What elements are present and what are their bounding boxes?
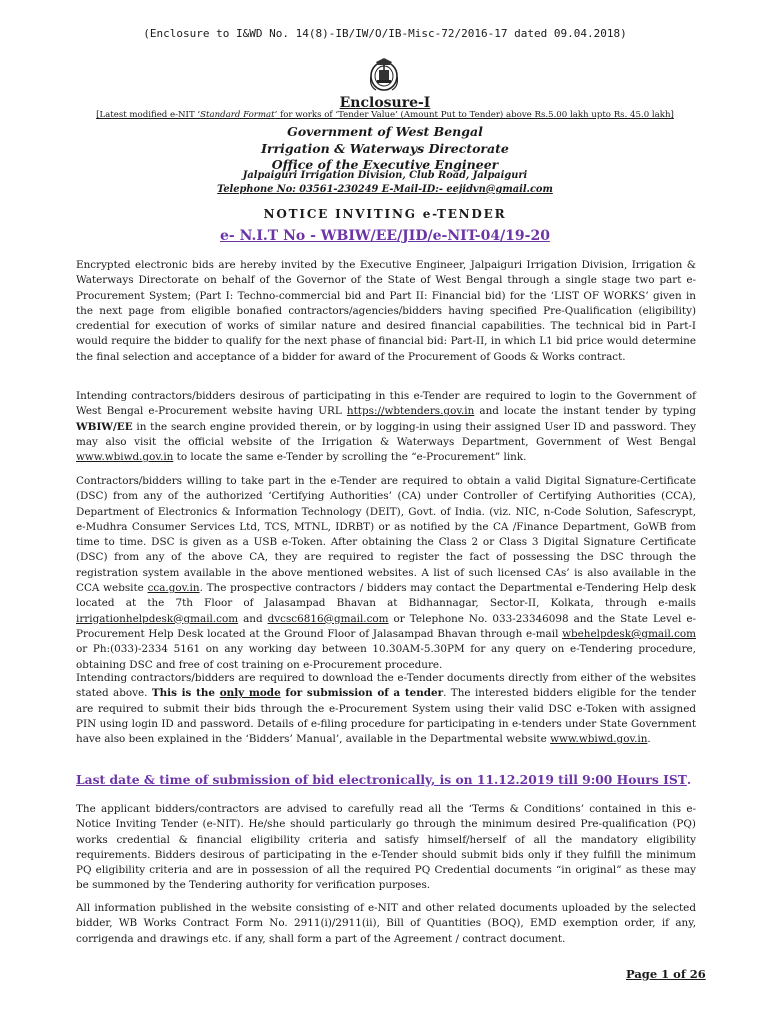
p3-text-and: and: [238, 612, 268, 625]
paragraph-terms: The applicant bidders/contractors are advised to carefully read all the ‘Terms & Conditions’ contained in this e-Notice Inviting Tender (e-NIT). He/she should particularly go through the minimum desired Pre-qualification (PQ) works credential & financial eligibility criteria and satisfy himself/herself of all the mandatory eligibility requirements. Bidders desirous of participating in the e-Tender should submit bids only if they fulfill the minimum PQ eligibility criteria and are in possession of all the required PQ Credential documents “in original” as these may be summoned by the Tendering authority for verification purposes.: [76, 803, 696, 892]
p4-bold-only-mode: only mode: [219, 687, 281, 700]
enclosure-reference: (Enclosure to I&WD No. 14(8)-IB/IW/O/IB-Misc-72/2016-17 dated 09.04.2018): [143, 27, 627, 40]
directorate-name: Irrigation & Waterways Directorate: [261, 141, 509, 156]
division-address: Jalpaiguri Irrigation Division, Club Road, Jalpaiguri: [242, 170, 528, 181]
nit-number: [0, 228, 770, 244]
wbiwd-link[interactable]: www.wbiwd.gov.in: [76, 451, 174, 464]
p2-text-a: Intending contractors/bidders desirous of participating in this e-Tender are required to login to the Government of West Bengal e-Procurement website having URL: [76, 390, 696, 418]
p4-bold-2: for submission of a tender: [280, 687, 444, 700]
p3-text-a: Contractors/bidders willing to take part in the e-Tender are required to obtain a valid Digital Signature-Certificate (DSC) from any of the authorized ‘Certifying Authorities’ (CA) under Controller of Certifying Authorities (CCA), Department of Electronics & Information Technology (DEIT), Govt. of India. (viz. NIC, n-Code Solution, Safescrypt, e-Mudhra Consumer Services Ltd, TCS, MTNL, IDRBT) or as notified by the CA /Finance Department, GoWB from time to time. DSC is given as a USB e-Token. After obtaining the Class 2 or Class 3 Digital Signature Certificate (DSC) from any of the above CA, they are required to register the fact of possessing the DSC through the registration system available in the above mentioned websites. A list of such licensed CAs’ is also available in the CCA website: [76, 475, 696, 595]
enclosure-title: Enclosure-I: [339, 95, 431, 111]
p3-text-d: or Ph:(033)-2334 5161 on any working day between 10.30AM-5.30PM for any query on e-Tendering procedure, obtaining DSC and free of cost training on e-Procurement procedure.: [76, 643, 696, 671]
format-note-italic: Standard Format: [200, 110, 275, 120]
contact-line: Telephone No: 03561-230249 E-Mail-ID:- eejidvn@gmail.com: [217, 184, 553, 195]
page-number: Page 1 of 26: [626, 967, 706, 981]
paragraph-information: All information published in the website consisting of e-NIT and other related documents uploaded by the selected bidder, WB Works Contract Form No. 2911(i)/2911(ii), Bill of Quantities (BOQ), EMD exemption order, if any, corrigenda and drawings etc. if any, shall form a part of the Agreement / contract document.: [76, 902, 696, 945]
p4-bold-1: This is the: [151, 687, 220, 700]
deadline-dot: .: [686, 772, 692, 787]
p3-text-b: . The prospective contractors / bidders may contact the Departmental e-Tendering Help desk located at the 7th Floor of Jalasampad Bhavan at Bidhannagar, Sector-II, Kolkata, through e-mails: [76, 582, 696, 610]
paragraph-intro: Encrypted electronic bids are hereby invited by the Executive Engineer, Jalpaiguri Irrigation Division, Irrigation & Waterways Directorate on behalf of the Governor of the State of West Bengal through a single stage two part e-Procurement System; (Part I: Techno-commercial bid and Part II: Financial bid) for the ‘LIST OF WORKS’ given in the next page from eligible bonafied contractors/agencies/bidders having specified Pre-Qualification (eligibility) credential for execution of works of similar nature and desired financial capabilities. The technical bid in Part-I would require the bidder to qualify for the next phase of financial bid: Part-II, in which L1 bid price would determine the final selection and acceptance of a bidder for award of the Procurement of Goods & Works contract.: [76, 259, 696, 363]
state-emblem-icon: [366, 56, 402, 94]
p4-text-b: . The interested bidders eligible for the tender are required to submit their bids through the e-Procurement System using their valid DSC e-Token with assigned PIN using login ID and password. Details of e-filing procedure for participating in e-tenders under State Government have also been explained in the ‘Bidders’ Manual’, available in the Departmental website: [76, 687, 697, 746]
helpdesk-email-link[interactable]: irrigationhelpdesk@gmail.com: [76, 612, 239, 625]
paragraph-dsc: [76, 474, 696, 673]
office-name: Office of the Executive Engineer: [271, 157, 499, 172]
government-name: Government of West Bengal: [287, 124, 483, 139]
search-keyword: WBIW/EE: [76, 420, 133, 433]
wbiwd-link-2[interactable]: www.wbiwd.gov.in: [550, 733, 648, 746]
deadline-text: Last date & time of submission of bid electronically, is on 11.12.2019 till 9:00 Hours IST: [76, 772, 687, 787]
wbtenders-link[interactable]: https://wbtenders.gov.in: [346, 405, 475, 418]
format-note-prefix: [Latest modified e-NIT ‘: [96, 110, 201, 120]
wbehelpdesk-email-link[interactable]: wbehelpdesk@gmail.com: [562, 627, 696, 640]
p2-text-c: in the search engine provided therein, or by logging-in using their assigned User ID and password. They may also visit the official website of the Irrigation & Waterways Department, Government of West Bengal: [76, 420, 696, 448]
format-note: [0, 110, 770, 120]
submission-deadline: [76, 772, 696, 787]
dvcsc-email-link[interactable]: dvcsc6816@gmail.com: [267, 612, 389, 625]
cca-link[interactable]: cca.gov.in: [147, 582, 200, 595]
notice-heading: NOTICE INVITING e-TENDER: [263, 207, 507, 221]
p2-text-b: and locate the instant tender by typing: [474, 405, 696, 418]
p3-text-c: or Telephone No. 033-23346098 and the State Level e-Procurement Help Desk located at the Ground Floor of Jalasampad Bhavan through e-mail: [76, 612, 696, 640]
paragraph-login: [76, 389, 696, 465]
p4-text-c: .: [647, 733, 651, 746]
paragraph-download: [76, 671, 696, 747]
format-note-suffix: ’ for works of ‘Tender Value’ (Amount Put to Tender) above Rs.5.00 lakh upto Rs. 45.0 lakh]: [274, 110, 674, 120]
p2-text-d: to locate the same e-Tender by scrolling the “e-Procurement” link.: [173, 451, 527, 464]
p4-text-a: Intending contractors/bidders are required to download the e-Tender documents directly from either of the websites stated above.: [76, 672, 696, 700]
nit-number-text: e- N.I.T No - WBIW/EE/JID/e-NIT-04/19-20: [220, 228, 550, 244]
